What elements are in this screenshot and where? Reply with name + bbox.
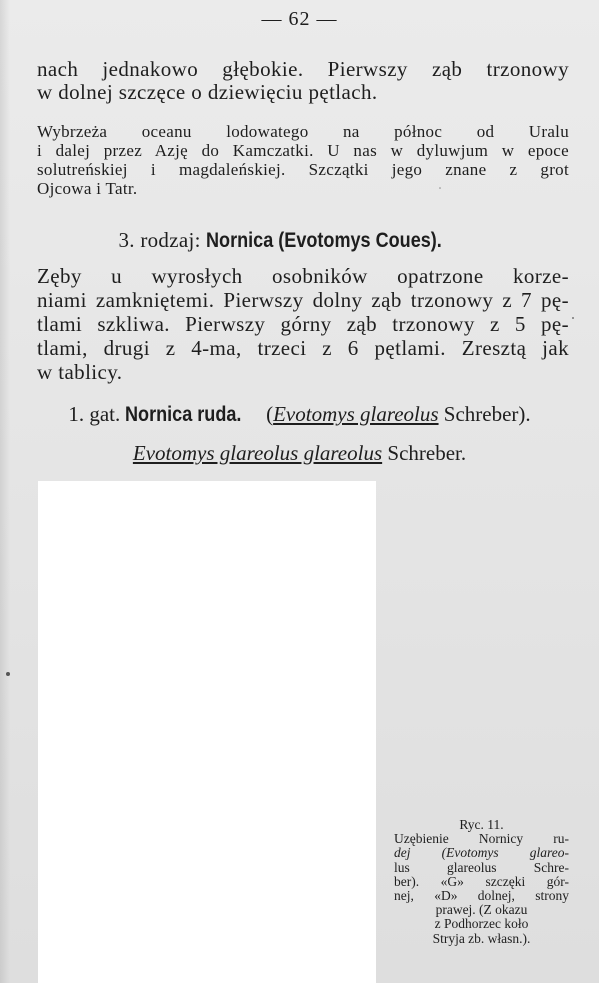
- genus-name: Nornica (Evotomys Coues).: [206, 229, 443, 252]
- species-number: 1. gat.: [68, 402, 121, 426]
- caption-line: Stryja zb. własn.).: [432, 930, 531, 946]
- species-name: Nornica ruda.: [125, 403, 242, 426]
- text-line: solutreńskiej i magdaleńskiej. Szczątki jego znane z grot: [37, 160, 569, 179]
- caption-line: dej (Evotomys glareo-: [394, 845, 569, 861]
- text-line: w dolnej szczęce o dziewięciu pętlach.: [37, 80, 378, 104]
- caption-line: z Podhorzec koło: [434, 916, 529, 932]
- page-edge-shadow: [0, 0, 10, 983]
- species-author: Schreber).: [443, 402, 531, 426]
- subspecies-heading: [0, 441, 599, 466]
- figure-image-blank: [38, 481, 376, 983]
- figure-caption: [394, 818, 569, 946]
- subspecies-author: Schreber.: [387, 441, 467, 465]
- text-line: niami zamkniętemi. Pierwszy dolny ząb trzonowy z 7 pę-: [37, 288, 569, 312]
- paper-speck: [572, 317, 574, 319]
- text-line: Wybrzeża oceanu lodowatego na północ od Uralu: [37, 122, 569, 141]
- species-latin-name: Evotomys glareolus: [273, 402, 439, 426]
- text-line: w tablicy.: [37, 360, 123, 384]
- subspecies-latin-name: Evotomys glareolus glareolus: [132, 441, 383, 465]
- text-line: tlami, drugi z 4-ma, trzeci z 6 pętlami. Zresztą jak: [37, 336, 569, 360]
- caption-line: prawej. (Z okazu: [435, 902, 528, 918]
- caption-line: Ryc. 11.: [459, 817, 504, 832]
- text-line: Ojcowa i Tatr.: [37, 179, 138, 198]
- paragraph-genus-description: [37, 264, 569, 384]
- caption-line: Uzębienie Nornicy ru-: [394, 831, 569, 847]
- page-number: — 62 —: [261, 8, 338, 30]
- caption-line: nej, «D» dolnej, strony: [394, 888, 569, 904]
- text-line: tlami szkliwa. Pierwszy górny ząb trzonowy z 5 pę-: [37, 312, 569, 336]
- genus-prefix: 3. rodzaj:: [118, 228, 201, 252]
- paragraph-distribution: [37, 122, 569, 198]
- text-line: nach jednakowo głębokie. Pierwszy ząb trzonowy: [37, 57, 569, 81]
- genus-heading: [0, 228, 599, 253]
- text-line: i dalej przez Azję do Kamczatki. U nas w dyluwjum w epoce: [37, 141, 569, 160]
- caption-line: lus glareolus Schre-: [394, 859, 569, 875]
- species-heading: [0, 402, 599, 427]
- text-line: Zęby u wyrosłych osobników opatrzone korze-: [37, 264, 569, 288]
- caption-line: ber). «G» szczęki gór-: [394, 873, 569, 889]
- species-open-paren: (: [266, 402, 274, 426]
- paragraph-molar-description: [37, 58, 569, 104]
